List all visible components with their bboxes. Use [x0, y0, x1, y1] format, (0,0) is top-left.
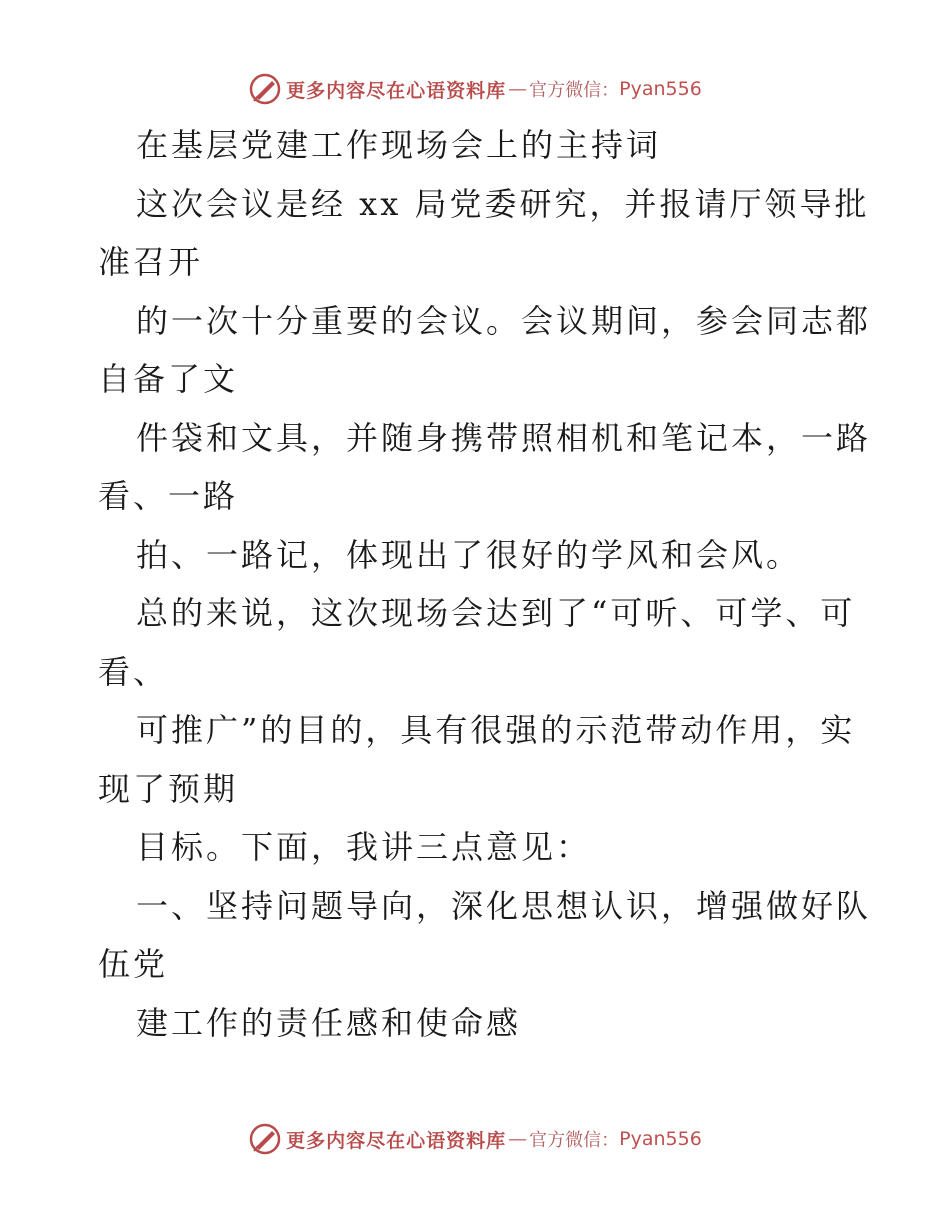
text-line: 看、 [98, 652, 169, 691]
watermark-contact-id: Pyan556 [619, 1128, 702, 1150]
feather-pen-logo-icon [248, 72, 282, 106]
text-line: 的一次十分重要的会议。会议期间，参会同志都 [136, 301, 872, 340]
text-line: 件袋和文具，并随身携带照相机和笔记本，一路 [136, 418, 872, 457]
watermark-contact-label: 官方微信： [529, 80, 620, 101]
text-line: 建工作的责任感和使命感 [136, 1003, 522, 1042]
text-line: 一、坚持问题导向，深化思想认识，增强做好队 [136, 886, 872, 925]
watermark-text: 更多内容尽在心语资料库 [286, 79, 507, 102]
text-line: 自备了文 [98, 360, 239, 398]
text-line: 总的来说，这次现场会达到了“可听、可学、可 [136, 594, 856, 632]
text-line: 目标。下面，我讲三点意见： [136, 828, 592, 866]
feather-pen-logo-icon [248, 1122, 282, 1156]
watermark-separator: — [508, 1128, 528, 1150]
watermark-contact-label: 官方微信： [529, 1130, 620, 1151]
text-line: 现了预期 [98, 769, 239, 808]
text-line: 准召开 [98, 243, 204, 281]
watermark-separator: — [508, 78, 528, 100]
watermark-banner-top [0, 72, 950, 106]
watermark-banner-bottom [0, 1122, 950, 1156]
text-line: 在基层党建工作现场会上的主持词 [136, 126, 662, 164]
document-body [98, 116, 872, 1052]
text-line: 看、一路 [98, 477, 239, 515]
text-line: 这次会议是经 xx 局党委研究，并报请厅领导批 [136, 184, 870, 223]
text-line: 可推广”的目的，具有很强的示范带动作用，实 [136, 711, 856, 749]
text-line: 拍、一路记，体现出了很好的学风和会风。 [136, 535, 802, 574]
watermark-text: 更多内容尽在心语资料库 [286, 1129, 507, 1152]
watermark-contact-id: Pyan556 [619, 78, 702, 100]
text-line: 伍党 [98, 945, 169, 983]
